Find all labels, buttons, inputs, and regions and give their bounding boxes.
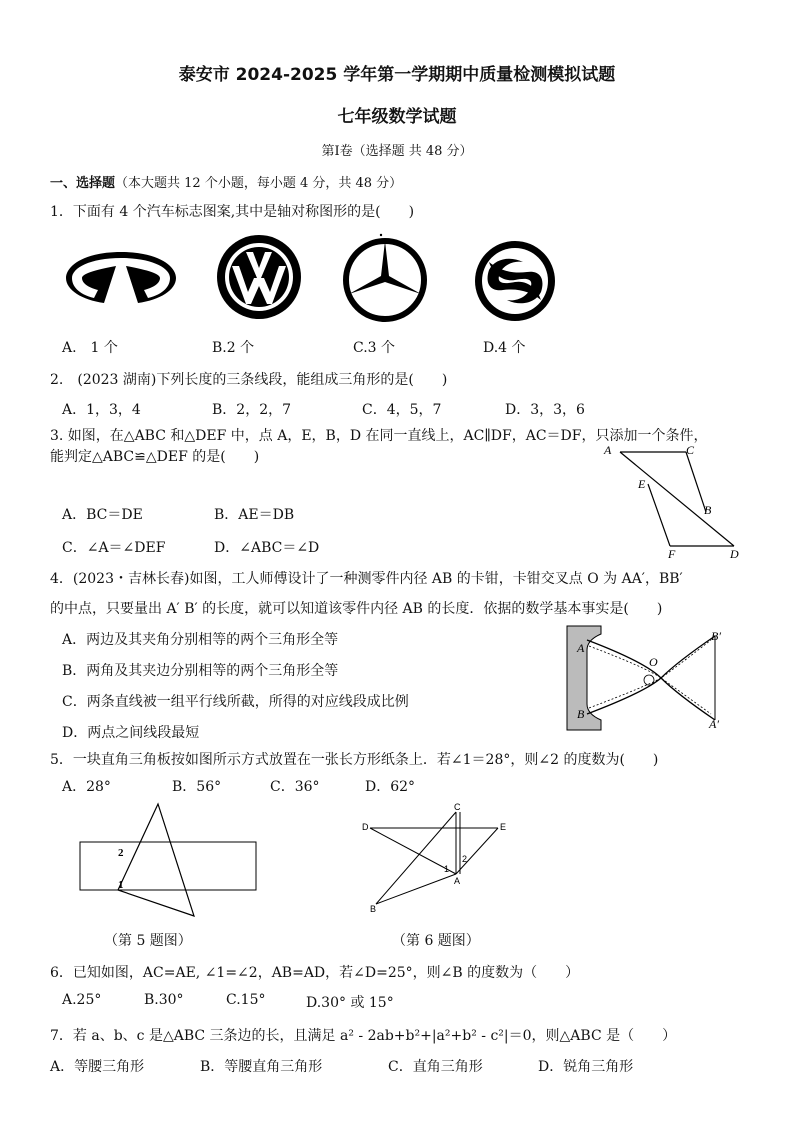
volkswagen-logo <box>216 234 302 320</box>
q2-stem: 2. (2023 湖南)下列长度的三条线段，能组成三角形的是( ) <box>50 372 448 388</box>
q3-option-d: D．∠ABC＝∠D <box>214 540 320 556</box>
q2-option-b: B．2，2，7 <box>212 402 292 418</box>
q3-option-c: C．∠A＝∠DEF <box>62 540 166 556</box>
infiniti-logo <box>64 248 178 306</box>
q3-label-e: E <box>638 477 646 491</box>
section-note: （本大题共 12 个小题，每小题 4 分，共 48 分） <box>115 176 403 191</box>
q6-label-a: A <box>454 876 461 886</box>
q5-stem: 5．一块直角三角板按如图所示方式放置在一张长方形纸条上．若∠1＝28°，则∠2 的度数为( ) <box>50 752 659 768</box>
q6-option-b: B.30° <box>144 992 184 1008</box>
q2-option-d: D．3，3，6 <box>505 402 585 418</box>
q4-stem-line1: 4．(2023・吉林长春)如图，工人师傅设计了一种测零件内径 AB 的卡钳，卡钳交叉点 O 为 AA′，BB′ <box>50 571 683 587</box>
mercedes-logo <box>343 232 427 322</box>
q6-label-e: E <box>500 822 507 832</box>
q1-option-a: A. 1 个 <box>62 340 118 356</box>
q3-option-a: A．BC＝DE <box>62 507 143 523</box>
q4-label-o: O <box>649 655 658 669</box>
q5-option-b: B．56° <box>172 779 222 795</box>
q4-label-a-prime: A′ <box>709 717 719 731</box>
q4-option-b: B．两角及其夹边分别相等的两个三角形全等 <box>62 663 339 679</box>
q7-option-c: C．直角三角形 <box>388 1059 483 1075</box>
q4-stem-line2: 的中点，只要量出 A′ B′ 的长度，就可以知道该零件内径 AB 的长度．依据的数学基本事实是( ) <box>50 601 663 617</box>
section-heading <box>50 172 402 191</box>
q6-label-1: 1 <box>444 864 450 874</box>
q5-option-c: C．36° <box>270 779 320 795</box>
volume-heading: 第Ⅰ卷（选择题 共 48 分） <box>321 144 473 159</box>
exam-subtitle: 七年级数学试题 <box>337 107 457 127</box>
q3-stem-line2: 能判定△ABC≌△DEF 的是( ) <box>50 449 260 465</box>
q4-label-a: A <box>577 641 585 655</box>
q2-option-c: C．4，5，7 <box>362 402 442 418</box>
q3-figure <box>600 440 750 560</box>
q4-label-b-prime: B′ <box>711 629 721 643</box>
exam-title: 泰安市 2024-2025 学年第一学期期中质量检测模拟试题 <box>178 65 616 85</box>
q6-label-b: B <box>370 904 377 914</box>
q6-option-a: A.25° <box>62 992 102 1008</box>
q4-option-a: A．两边及其夹角分别相等的两个三角形全等 <box>62 632 339 648</box>
q6-label-d: D <box>362 822 369 832</box>
q5-option-a: A．28° <box>62 779 111 795</box>
q3-label-a: A <box>604 443 612 457</box>
q5-option-d: D．62° <box>365 779 416 795</box>
q6-figure-caption: （第 6 题图） <box>392 933 480 949</box>
q6-figure <box>360 804 520 914</box>
q5-angle-2-label: 2 <box>118 847 124 859</box>
q3-label-c: C <box>686 443 695 457</box>
q3-label-d: D <box>730 547 739 561</box>
q3-label-f: F <box>668 547 676 561</box>
q2-option-a: A．1，3，4 <box>62 402 141 418</box>
q6-stem: 6．已知如图，AC=AE, ∠1=∠2，AB=AD，若∠D=25°，则∠B 的度数为（ ） <box>50 965 580 981</box>
q7-option-a: A．等腰三角形 <box>50 1059 145 1075</box>
q1-option-b: B.2 个 <box>212 340 255 356</box>
q3-stem-line1: 3. 如图，在△ABC 和△DEF 中，点 A，E，B，D 在同一直线上，AC∥DF，AC＝DF，只添加一个条件， <box>50 428 708 444</box>
q6-label-c: C <box>454 802 461 812</box>
q1-option-c: C.3 个 <box>353 340 396 356</box>
q5-figure-caption: （第 5 题图） <box>104 933 192 949</box>
q3-option-b: B．AE＝DB <box>214 507 295 523</box>
q7-stem: 7．若 a、b、c 是△ABC 三条边的长，且满足 a² - 2ab+b²+|a²+b² - c²|＝0，则△ABC 是（ ） <box>50 1028 677 1044</box>
q4-option-c: C．两条直线被一组平行线所截，所得的对应线段成比例 <box>62 694 409 710</box>
dongfeng-logo <box>471 240 559 322</box>
q7-option-b: B．等腰直角三角形 <box>200 1059 323 1075</box>
q4-caliper-figure <box>565 622 740 737</box>
q7-option-d: D．锐角三角形 <box>538 1059 634 1075</box>
q5-angle-1-label: 1 <box>118 879 124 891</box>
q3-label-b: B <box>704 503 712 517</box>
section-title: 一、选择题 <box>50 176 116 191</box>
q1-option-d: D.4 个 <box>483 340 526 356</box>
q5-figure <box>78 800 258 920</box>
q1-stem: 1．下面有 4 个汽车标志图案,其中是轴对称图形的是( ) <box>50 204 415 220</box>
q4-label-b: B <box>577 707 585 721</box>
q4-option-d: D．两点之间线段最短 <box>62 725 200 741</box>
q6-option-c: C.15° <box>226 992 266 1008</box>
q6-option-d: D.30° 或 15° <box>306 995 394 1011</box>
q6-label-2: 2 <box>462 854 468 864</box>
